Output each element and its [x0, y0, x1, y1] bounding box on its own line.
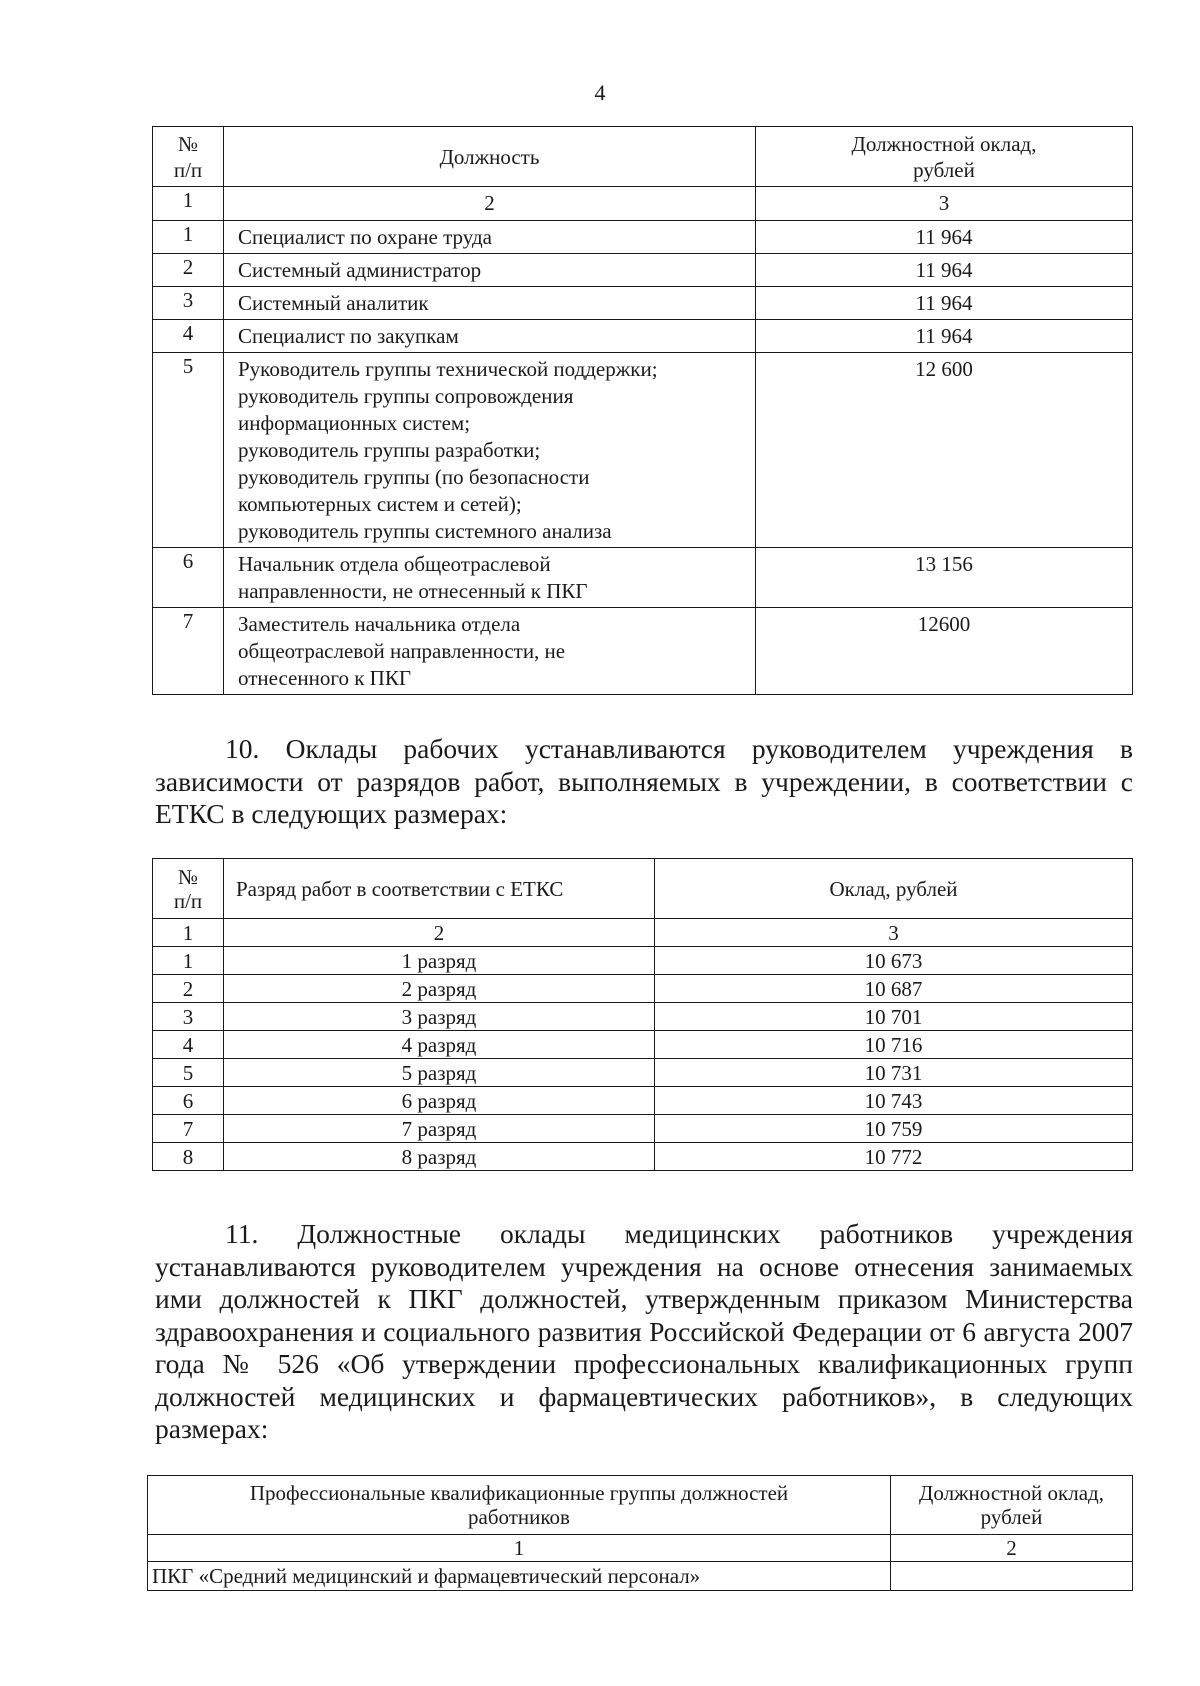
position-cell: Руководитель группы технической поддержки; руководитель группы сопровождения информационных систем; руководитель группы разработки; руководитель группы (по безопасности компьютерных систем и сетей); руководитель группы системного анализа	[224, 353, 756, 548]
index-cell: 2	[224, 187, 756, 221]
salary-cell: 11 964	[756, 287, 1133, 320]
table-row	[153, 548, 1133, 608]
salary-cell: 10 772	[655, 1143, 1133, 1171]
table-row	[153, 287, 1133, 320]
salary-cell: 10 731	[655, 1059, 1133, 1087]
table-row	[153, 254, 1133, 287]
table-row	[153, 1059, 1133, 1087]
table-row	[153, 975, 1133, 1003]
position-cell: Специалист по охране труда	[224, 221, 756, 254]
table-row	[153, 221, 1133, 254]
salary-cell: 10 716	[655, 1031, 1133, 1059]
row-number: 5	[153, 353, 224, 548]
row-number: 7	[153, 1115, 224, 1143]
table-row	[153, 947, 1133, 975]
paragraph-11: 11. Должностные оклады медицинских работников учреждения устанавливаются руководителем учреждения на основе отнесения занимаемых ими должностей к ПКГ должностей, утвержденным приказом Министерства здравоохранения и социального развития Российской Федерации от 6 августа 2007 года № 526 «Об утверждении профессиональных квалификационных групп должностей медицинских и фармацевтических работников», в следующих размерах:	[155, 1218, 1133, 1444]
row-number: 2	[153, 254, 224, 287]
col-salary-header: Должностной оклад, рублей	[891, 1476, 1133, 1535]
index-cell: 2	[224, 919, 655, 947]
row-number: 2	[153, 975, 224, 1003]
grade-cell: 7 разряд	[224, 1115, 655, 1143]
row-number: 4	[153, 1031, 224, 1059]
table-row	[153, 1031, 1133, 1059]
grade-cell: 4 разряд	[224, 1031, 655, 1059]
medical-pkg-table	[147, 1475, 1133, 1591]
position-cell: Начальник отдела общеотраслевой направленности, не отнесенный к ПКГ	[224, 548, 756, 608]
row-number: 6	[153, 1087, 224, 1115]
table-index-row	[153, 187, 1133, 221]
position-cell: Системный аналитик	[224, 287, 756, 320]
paragraph-10: 10. Оклады рабочих устанавливаются руководителем учреждения в зависимости от разрядов работ, выполняемых в учреждении, в соответствии с ЕТКС в следующих размерах:	[155, 733, 1133, 829]
row-number: 1	[153, 221, 224, 254]
position-cell: Специалист по закупкам	[224, 320, 756, 353]
col-group-header: Профессиональные квалификационные группы должностей работников	[148, 1476, 891, 1535]
salary-cell: 11 964	[756, 221, 1133, 254]
grade-cell: 2 разряд	[224, 975, 655, 1003]
position-cell: Заместитель начальника отдела общеотраслевой направленности, не отнесенного к ПКГ	[224, 608, 756, 695]
worker-grade-table	[152, 858, 1133, 1171]
table-row	[153, 608, 1133, 695]
index-cell: 3	[655, 919, 1133, 947]
positions-salary-table	[152, 126, 1133, 695]
row-number: 8	[153, 1143, 224, 1171]
table-header-row	[153, 127, 1133, 187]
table-header-row	[148, 1476, 1133, 1535]
salary-cell: 10 687	[655, 975, 1133, 1003]
grade-cell: 5 разряд	[224, 1059, 655, 1087]
table-row	[153, 353, 1133, 548]
table-row	[153, 320, 1133, 353]
salary-cell: 12 600	[756, 353, 1133, 548]
col-salary-header: Должностной оклад, рублей	[756, 127, 1133, 187]
index-cell: 1	[153, 919, 224, 947]
table-row	[153, 1003, 1133, 1031]
index-cell: 1	[153, 187, 224, 221]
row-number: 3	[153, 287, 224, 320]
table-row	[153, 1115, 1133, 1143]
row-number: 1	[153, 947, 224, 975]
index-cell: 2	[891, 1535, 1133, 1562]
row-number: 4	[153, 320, 224, 353]
table-row	[153, 1143, 1133, 1171]
index-cell: 3	[756, 187, 1133, 221]
grade-cell: 3 разряд	[224, 1003, 655, 1031]
col-salary-header: Оклад, рублей	[655, 859, 1133, 919]
salary-cell: 10 673	[655, 947, 1133, 975]
salary-cell: 10 759	[655, 1115, 1133, 1143]
salary-cell: 11 964	[756, 254, 1133, 287]
grade-cell: 6 разряд	[224, 1087, 655, 1115]
table-index-row	[153, 919, 1133, 947]
salary-cell	[891, 1562, 1133, 1591]
page-number: 4	[594, 80, 606, 105]
col-number-header: № п/п	[153, 127, 224, 187]
grade-cell: 8 разряд	[224, 1143, 655, 1171]
col-grade-header: Разряд работ в соответствии с ЕТКС	[224, 859, 655, 919]
table-row	[153, 1087, 1133, 1115]
salary-cell: 12600	[756, 608, 1133, 695]
row-number: 7	[153, 608, 224, 695]
table-row	[148, 1562, 1133, 1591]
row-number: 3	[153, 1003, 224, 1031]
salary-cell: 10 743	[655, 1087, 1133, 1115]
group-cell: ПКГ «Средний медицинский и фармацевтический персонал»	[148, 1562, 891, 1591]
row-number: 5	[153, 1059, 224, 1087]
table-index-row	[148, 1535, 1133, 1562]
row-number: 6	[153, 548, 224, 608]
salary-cell: 10 701	[655, 1003, 1133, 1031]
salary-cell: 11 964	[756, 320, 1133, 353]
table-header-row	[153, 859, 1133, 919]
grade-cell: 1 разряд	[224, 947, 655, 975]
position-cell: Системный администратор	[224, 254, 756, 287]
col-position-header: Должность	[224, 127, 756, 187]
salary-cell: 13 156	[756, 548, 1133, 608]
index-cell: 1	[148, 1535, 891, 1562]
col-number-header: № п/п	[153, 859, 224, 919]
